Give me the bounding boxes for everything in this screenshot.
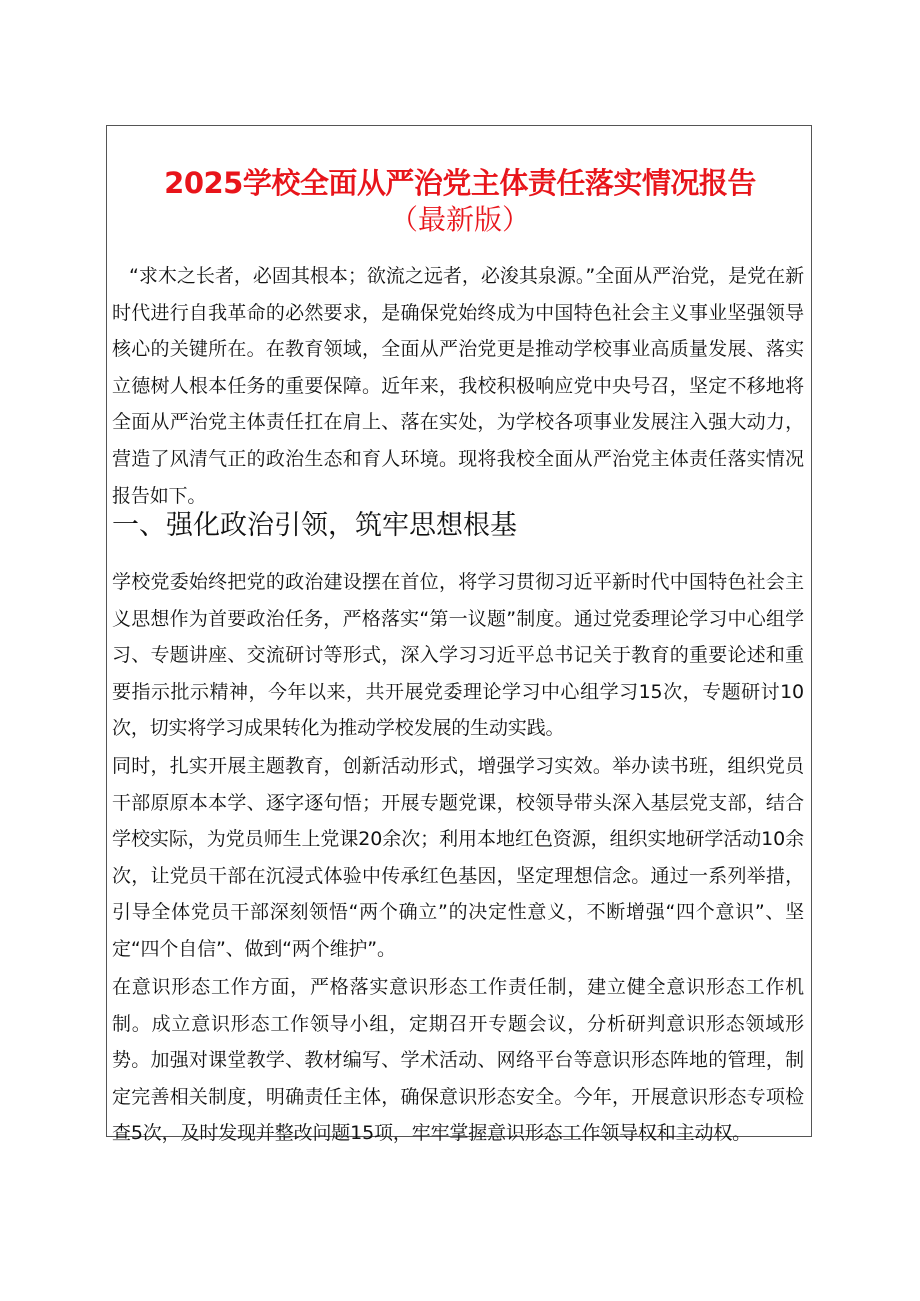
document-frame bbox=[106, 125, 812, 1145]
document-title: 2025学校全面从严治党主体责任落实情况报告 bbox=[164, 166, 756, 201]
intro-paragraph: “求木之长者，必固其根本；欲流之远者，必浚其泉源。”全面从严治党，是党在新时代进行自我革命的必然要求，是确保党始终成为中国特色社会主义事业坚强领导核心的关键所在。在教育领域，全面从严治党更是推动学校事业高质量发展、落实立德树人根本任务的重要保障。近年来，我校积极响应党中央号召，坚定不移地将全面从严治党主体责任扛在肩上、落在实处，为学校各项事业发展注入强大动力，营造了风清气正的政治生态和育人环境。现将我校全面从严治党主体责任落实情况报告如下。 bbox=[112, 265, 804, 507]
body-paragraph-1: 学校党委始终把党的政治建设摆在首位，将学习贯彻习近平新时代中国特色社会主义思想作为首要政治任务，严格落实“第一议题”制度。通过党委理论学习中心组学习、专题讲座、交流研讨等形式，深入学习习近平总书记关于教育的重要论述和重要指示批示精神，今年以来，共开展党委理论学习中心组学习15次，专题研讨10次，切实将学习成果转化为推动学校发展的生动实践。 bbox=[112, 571, 804, 740]
document-subtitle: （最新版） bbox=[389, 203, 530, 236]
body-paragraph-3: 在意识形态工作方面，严格落实意识形态工作责任制，建立健全意识形态工作机制。成立意识形态工作领导小组，定期召开专题会议，分析研判意识形态领域形势。加强对课堂教学、教材编写、学术活动、网络平台等意识形态阵地的管理，制定完善相关制度，明确责任主体，确保意识形态安全。今年，开展意识形态专项检查5次，及时发现并整改问题15项，牢牢掌握意识形态工作领导权和主动权。 bbox=[112, 976, 804, 1145]
body-paragraph-2: 同时，扎实开展主题教育，创新活动形式，增强学习实效。举办读书班，组织党员干部原原本本学、逐字逐句悟；开展专题党课，校领导带头深入基层党支部，结合学校实际，为党员师生上党课20余次；利用本地红色资源，组织实地研学活动10余次，让党员干部在沉浸式体验中传承红色基因，坚定理想信念。通过一系列举措，引导全体党员干部深刻领悟“两个确立”的决定性意义，不断增强“四个意识”、坚定“四个自信”、做到“两个维护”。 bbox=[112, 755, 804, 960]
section-heading: 一、强化政治引领，筑牢思想根基 bbox=[112, 510, 517, 541]
